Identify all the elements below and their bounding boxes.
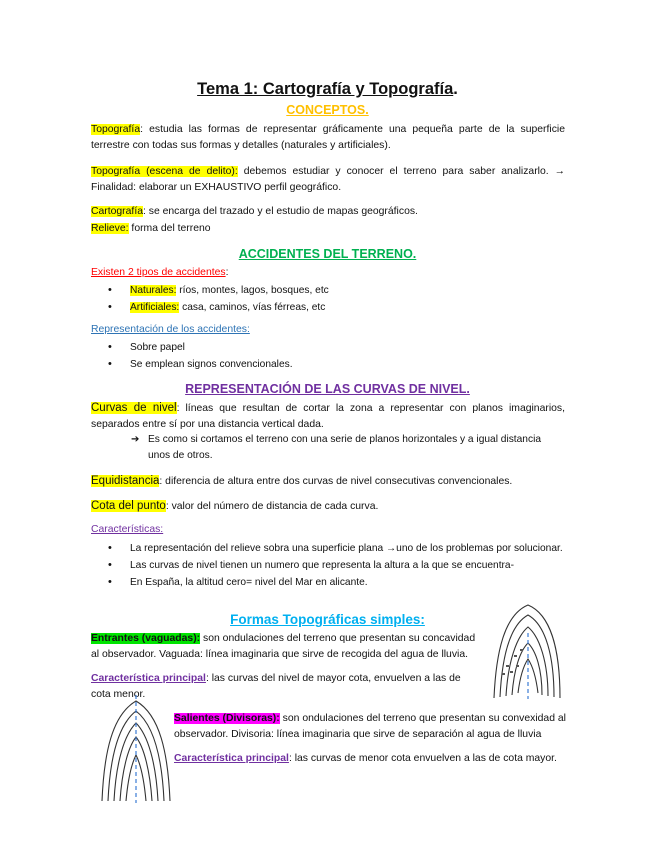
para-entrantes	[91, 631, 486, 663]
para-curvas-nivel	[91, 400, 565, 433]
para-cota	[91, 498, 565, 515]
title-text: Tema 1: Cartografía y Topografía	[197, 80, 454, 98]
text-entrantes: son ondulaciones del terreno que presentan su concavidad al observador. Vaguada: línea imaginaria que sirve de recogida del agua de lluvia.	[91, 633, 476, 660]
term-relieve: Relieve:	[91, 223, 129, 234]
caracteristicas-label-line	[91, 522, 565, 538]
para-salientes	[174, 711, 566, 743]
term-cota: Cota del punto	[91, 500, 166, 512]
title-dot: .	[453, 80, 458, 98]
text-cartografia: : se encarga del trazado y el estudio de mapas geográficos.	[142, 206, 418, 217]
list-representacion	[91, 339, 565, 373]
caracteristica-2-text: : las curvas de menor cota envuelven a las de cota mayor.	[288, 753, 557, 764]
list-item: • En España, la altitud cero= nivel del Mar en alicante.	[91, 574, 565, 591]
caracteristica-1-text: : las curvas del nivel de mayor cota, envuelven a las de cota menor.	[91, 673, 461, 700]
list-caracteristicas	[91, 540, 565, 591]
list-item: • La representación del relieve sobra una superficie plana →uno de los problemas por solucionar.	[91, 540, 565, 557]
term-curvas-nivel: Curvas de nivel	[91, 402, 177, 414]
para-topografia-escena	[91, 164, 565, 196]
text-cota: : valor del número de distancia de cada curva.	[165, 501, 379, 512]
list-item	[91, 282, 565, 299]
page-title	[0, 80, 655, 99]
term-equidistancia: Equidistancia	[91, 475, 160, 487]
heading-formas: Formas Topográficas simples:	[230, 612, 425, 627]
term-topografia-escena: Topografía (escena de delito):	[91, 166, 238, 177]
vaguada-diagram	[486, 593, 566, 703]
divisoria-diagram	[96, 693, 176, 805]
caracteristicas-label: Características:	[91, 524, 164, 535]
caracteristica-2-label: Característica principal	[174, 753, 289, 764]
term-topografia: Topografía	[91, 124, 141, 135]
representacion-label: Representación de los accidentes:	[91, 324, 250, 335]
text-topografia-escena: debemos estudiar y conocer el terreno para saber analizarlo. → Finalidad: elaborar un EXHAUSTIVO perfil geográfico.	[91, 166, 565, 193]
text-curvas-nivel: : líneas que resultan de cortar la zona a representar con planos imaginarios, separados entre sí por una distancia vertical dada.	[91, 403, 565, 430]
term-salientes: Salientes (Divisoras):	[174, 713, 280, 724]
tipos-colon: :	[225, 267, 229, 278]
term-naturales: Naturales:	[130, 285, 177, 296]
list-item	[91, 299, 565, 316]
text-relieve: forma del terreno	[128, 223, 211, 234]
para-relieve	[91, 221, 565, 237]
caracteristica-1-label: Característica principal	[91, 673, 206, 684]
arrow-note	[91, 432, 565, 463]
text-naturales: ríos, montes, lagos, bosques, etc	[176, 285, 329, 296]
term-entrantes: Entrantes (vaguadas):	[91, 633, 201, 644]
text-equidistancia: : diferencia de altura entre dos curvas de nivel consecutivas convencionales.	[159, 476, 513, 487]
tipos-label: Existen 2 tipos de accidentes	[91, 267, 226, 278]
arrow-right-icon: ➔	[131, 434, 140, 445]
para-cartografia	[91, 204, 565, 220]
heading-conceptos: CONCEPTOS.	[286, 103, 369, 117]
heading-accidentes: ACCIDENTES DEL TERRENO.	[238, 247, 417, 261]
text-salientes: son ondulaciones del terreno que presentan su convexidad al observador. Divisoria: línea imaginaria que sirve de separación al agua de lluvia	[174, 713, 566, 740]
text-artificiales: casa, caminos, vías férreas, etc	[179, 302, 326, 313]
para-caracteristica-2	[174, 751, 574, 767]
list-item: • Sobre papel	[91, 339, 565, 356]
para-topografia	[91, 122, 565, 154]
representacion-label-line	[91, 322, 565, 338]
term-artificiales: Artificiales:	[130, 302, 180, 313]
tipos-accidentes	[91, 265, 565, 281]
list-item: • Se emplean signos convencionales.	[91, 356, 565, 373]
heading-curvas: REPRESENTACIÓN DE LAS CURVAS DE NIVEL.	[185, 382, 470, 396]
para-equidistancia	[91, 473, 565, 490]
list-tipos	[91, 282, 565, 316]
list-item: • Las curvas de nivel tienen un numero que representa la altura a la que se encuentra-	[91, 557, 565, 574]
arrow-note-text: Es como si cortamos el terreno con una serie de planos horizontales y a igual distancia unos de otros.	[148, 434, 541, 461]
term-cartografia: Cartografía	[91, 206, 143, 217]
text-topografia: : estudia las formas de representar gráficamente una pequeña parte de la superficie terrestre con todas sus formas y detalles (naturales y artificiales).	[91, 124, 565, 151]
